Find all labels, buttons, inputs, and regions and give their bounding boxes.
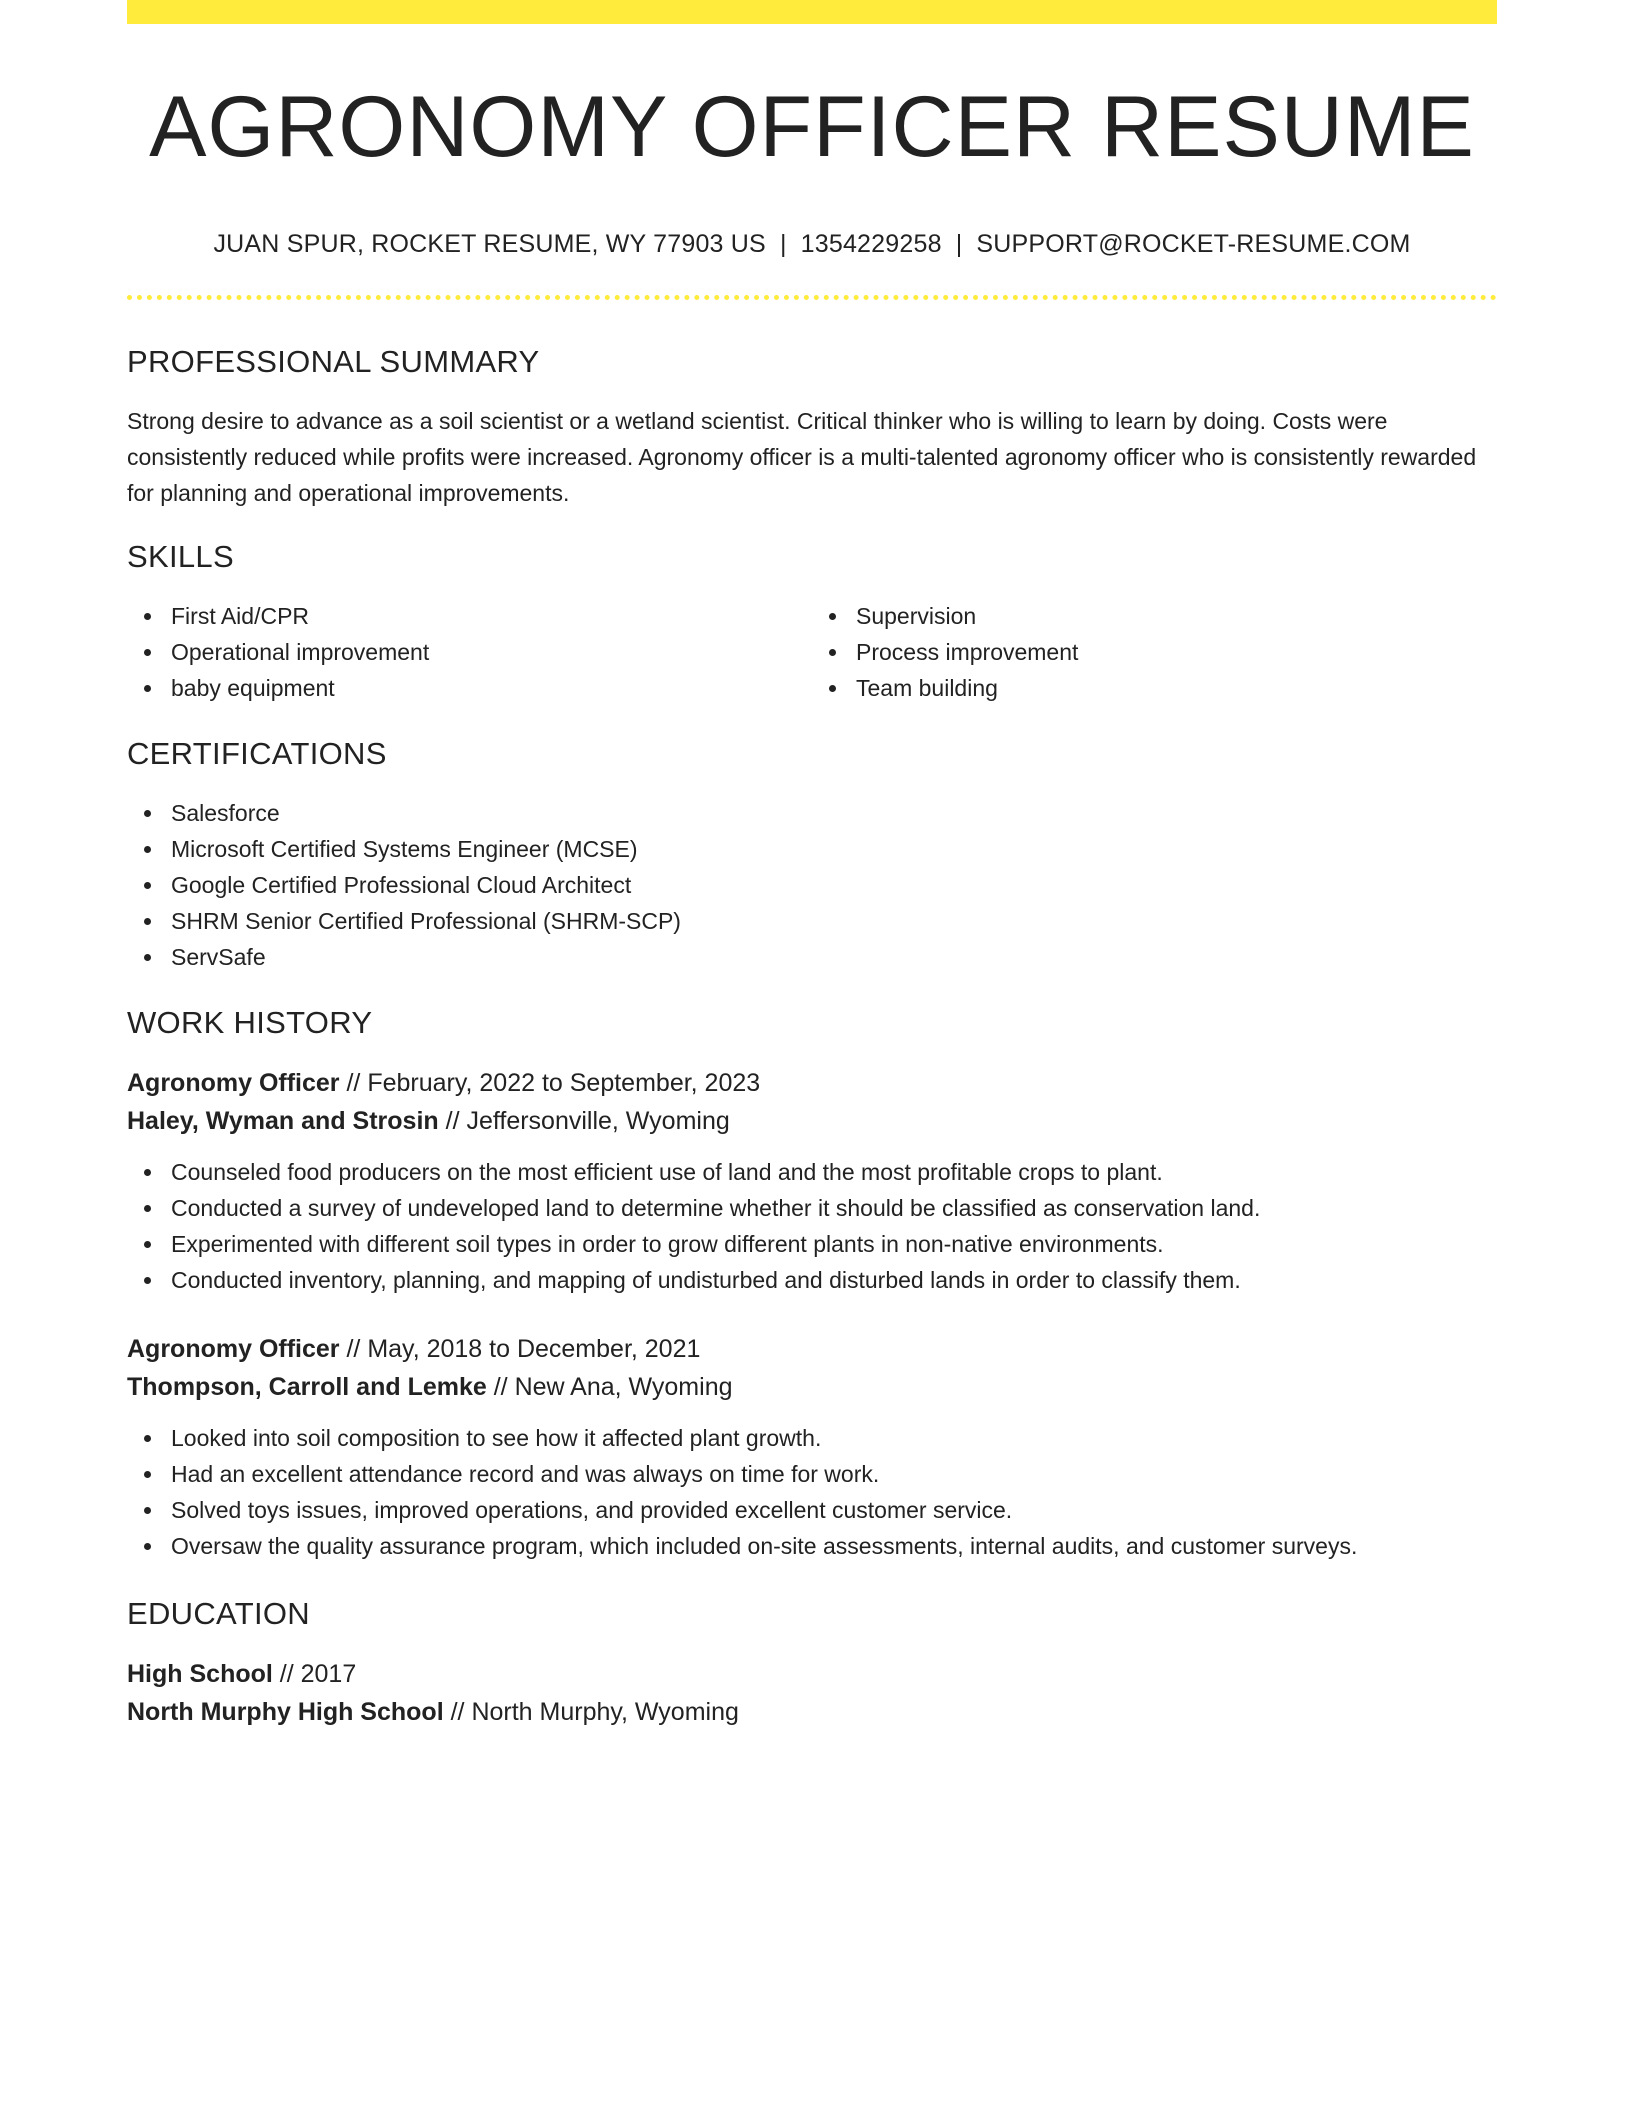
- list-item: Team building: [856, 670, 1497, 706]
- skills-list: [127, 598, 1497, 706]
- contact-email: SUPPORT@ROCKET-RESUME.COM: [976, 230, 1411, 258]
- resume-title: AGRONOMY OFFICER RESUME: [149, 79, 1475, 175]
- job-company: Thompson, Carroll and Lemke: [127, 1373, 487, 1401]
- list-item: Looked into soil composition to see how it affected plant growth.: [171, 1420, 1497, 1456]
- job-dates: February, 2022 to September, 2023: [367, 1069, 761, 1097]
- contact-address: JUAN SPUR, ROCKET RESUME, WY 77903 US: [213, 230, 766, 258]
- job-bullets: [127, 1420, 1497, 1564]
- list-item: ServSafe: [171, 939, 1497, 975]
- job-company-line: [127, 1368, 1497, 1406]
- education-degree: High School: [127, 1660, 273, 1688]
- dotted-divider: [127, 295, 1497, 300]
- education-school: North Murphy High School: [127, 1698, 444, 1726]
- job-role: Agronomy Officer: [127, 1069, 340, 1097]
- list-item: SHRM Senior Certified Professional (SHRM-SCP): [171, 903, 1497, 939]
- separator: //: [438, 1107, 467, 1135]
- education-heading: EDUCATION: [127, 1596, 310, 1631]
- job-company: Haley, Wyman and Strosin: [127, 1107, 439, 1135]
- separator: //: [443, 1698, 472, 1726]
- job-role: Agronomy Officer: [127, 1335, 340, 1363]
- job-company-line: [127, 1102, 1497, 1140]
- education-school-line: [127, 1693, 1497, 1731]
- education-location: North Murphy, Wyoming: [471, 1698, 739, 1726]
- separator: //: [339, 1335, 368, 1363]
- accent-top-bar: [127, 0, 1497, 24]
- job-role-line: [127, 1064, 1497, 1102]
- separator: //: [272, 1660, 301, 1688]
- education-entry: [127, 1655, 1497, 1731]
- skills-column-right: [812, 598, 1497, 706]
- list-item: Counseled food producers on the most efficient use of land and the most profitable crops to plant.: [171, 1154, 1497, 1190]
- contact-phone: 1354229258: [800, 230, 942, 258]
- list-item: Conducted a survey of undeveloped land to determine whether it should be classified as conservation land.: [171, 1190, 1497, 1226]
- job-dates: May, 2018 to December, 2021: [367, 1335, 701, 1363]
- job-location: New Ana, Wyoming: [514, 1373, 733, 1401]
- education-degree-line: [127, 1655, 1497, 1693]
- list-item: Supervision: [856, 598, 1497, 634]
- job-entry: [127, 1064, 1497, 1298]
- list-item: Experimented with different soil types in order to grow different plants in non-native environments.: [171, 1226, 1497, 1262]
- list-item: Conducted inventory, planning, and mapping of undisturbed and disturbed lands in order to classify them.: [171, 1262, 1497, 1298]
- separator: //: [486, 1373, 515, 1401]
- job-role-line: [127, 1330, 1497, 1368]
- list-item: Had an excellent attendance record and was always on time for work.: [171, 1456, 1497, 1492]
- contact-separator: |: [779, 230, 787, 258]
- contact-separator: |: [955, 230, 963, 258]
- list-item: First Aid/CPR: [171, 598, 812, 634]
- work-history-heading: WORK HISTORY: [127, 1005, 373, 1040]
- separator: //: [339, 1069, 368, 1097]
- skills-heading: SKILLS: [127, 539, 234, 574]
- summary-heading: PROFESSIONAL SUMMARY: [127, 344, 540, 379]
- list-item: baby equipment: [171, 670, 812, 706]
- skills-column-left: [127, 598, 812, 706]
- list-item: Google Certified Professional Cloud Architect: [171, 867, 1497, 903]
- resume-page: [127, 0, 1497, 1731]
- list-item: Microsoft Certified Systems Engineer (MCSE): [171, 831, 1497, 867]
- job-bullets: [127, 1154, 1497, 1298]
- certifications-list: [127, 795, 1497, 975]
- job-location: Jeffersonville, Wyoming: [466, 1107, 730, 1135]
- summary-text: Strong desire to advance as a soil scientist or a wetland scientist. Critical thinker who is willing to learn by doing. Costs were consistently reduced while profits were increased. Agronomy officer is a multi-talented agronomy officer who is consistently rewarded for planning and operational improvements.: [127, 408, 1477, 506]
- list-item: Process improvement: [856, 634, 1497, 670]
- list-item: Operational improvement: [171, 634, 812, 670]
- education-year: 2017: [300, 1660, 357, 1688]
- job-entry: [127, 1330, 1497, 1564]
- list-item: Oversaw the quality assurance program, which included on-site assessments, internal audits, and customer surveys.: [171, 1528, 1497, 1564]
- contact-line: [127, 232, 1497, 257]
- certifications-heading: CERTIFICATIONS: [127, 736, 387, 771]
- list-item: Salesforce: [171, 795, 1497, 831]
- list-item: Solved toys issues, improved operations, and provided excellent customer service.: [171, 1492, 1497, 1528]
